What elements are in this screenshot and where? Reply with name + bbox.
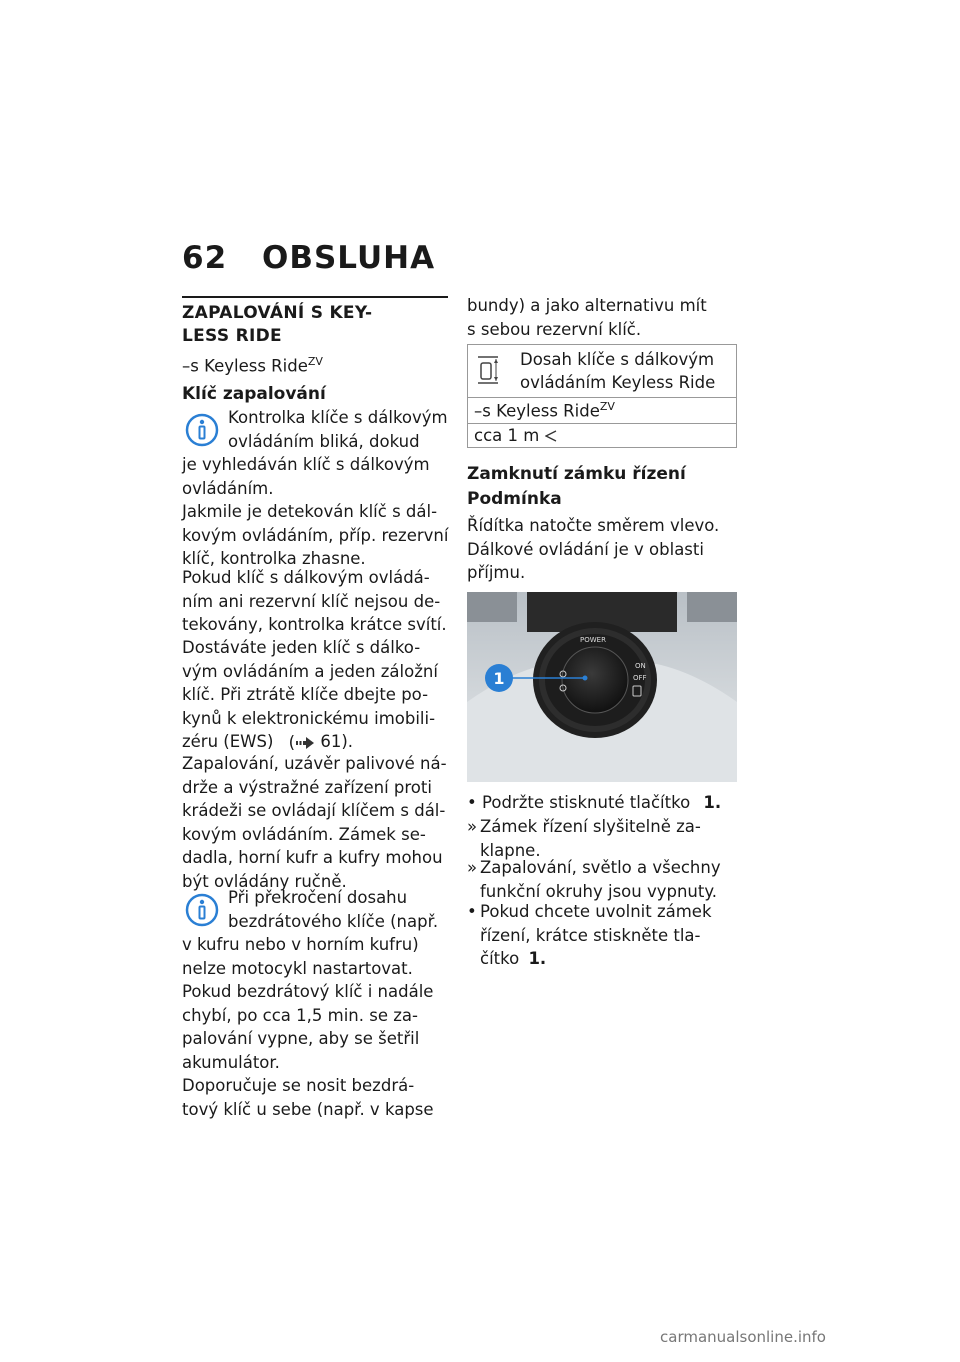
paragraph-4: Zapalování, uzávěr palivové ná- drže a výstražné zařízení proti krádeži se ovládají klíčem s dál- kovým ovládáním. Zámek se- dadla, horní kufr a kufry mohou být ovládány ručně. xyxy=(182,754,447,891)
subheading-ignition-key: Klíč zapalování xyxy=(182,384,326,404)
chapter-title: OBSLUHA xyxy=(262,240,436,276)
key-range-icon xyxy=(474,351,502,391)
condition-text: Řídítka natočte směrem vlevo. Dálkové ovládání je v oblasti příjmu. xyxy=(467,516,720,582)
table-row xyxy=(468,345,737,398)
range-table-header: Dosah klíče s dálkovým ovládáním Keyless Ride xyxy=(514,345,737,398)
paragraph-2: Pokud klíč s dálkovým ovládá- ním ani rezervní klíč nejsou de- tekovány, kontrolka krátce svítí. xyxy=(182,568,447,634)
info-icon xyxy=(184,892,224,928)
info-icon xyxy=(184,412,224,448)
variant-note: –s Keyless Ride$^{ZV}$ xyxy=(182,355,323,376)
paragraph-continued: bundy) a jako alternativu mít s sebou rezervní klíč. xyxy=(467,296,707,339)
step-item: • Pokud chcete uvolnit zámek řízení, krátce stiskněte tla- čítko 1. xyxy=(467,902,712,968)
ignition-switch-photo xyxy=(467,592,737,782)
step-result: » Zámek řízení slyšitelně za- klapne. xyxy=(467,817,701,860)
info2-continuation: v kufru nebo v horním kufru) nelze motocykl nastartovat. Pokud bezdrátový klíč i nadále chybí, po cca 1,5 min. se za- palování vypne, aby se šetřil akumulátor. xyxy=(182,935,434,1072)
paragraph-5: Doporučuje se nosit bezdrá- tový klíč u sebe (např. v kapse xyxy=(182,1076,434,1119)
footer-watermark[interactable]: carmanualsonline.info xyxy=(660,1328,826,1346)
reference-arrow-icon: ( xyxy=(289,731,315,755)
paragraph-3: Dostáváte jeden klíč s dálko- vým ovládáním a jeden záložní klíč. Při ztrátě klíče dbejte po- kynů k elektronickému imobili- zéru (EWS) ( 61). xyxy=(182,636,438,754)
info2-text: Při překročení dosahu bezdrátového klíče (např. xyxy=(228,888,439,931)
range-table-variant: –s Keyless Ride$^{ZV}$ xyxy=(468,398,737,424)
table-row xyxy=(468,398,737,424)
power-label: POWER xyxy=(580,636,606,644)
info1-text: Kontrolka klíče s dálkovým ovládáním bliká, dokud xyxy=(228,408,448,451)
on-label: ON xyxy=(635,662,646,670)
info1-continuation: je vyhledáván klíč s dálkovým ovládáním. xyxy=(182,455,430,498)
section-title: ZAPALOVÁNÍ S KEY- LESS RIDE xyxy=(182,303,373,346)
paragraph-1: Jakmile je detekován klíč s dál- kovým ovládáním, příp. rezervní klíč, kontrolka zhasne. xyxy=(182,502,449,568)
less-or-equal-icon xyxy=(545,430,557,442)
table-row xyxy=(468,423,737,447)
off-label: OFF xyxy=(633,674,647,682)
photo-callout-1: 1 xyxy=(493,669,505,688)
range-table-value: cca 1 m xyxy=(468,423,737,447)
step-item: • Podržte stisknuté tlačítko 1. xyxy=(467,793,722,812)
reference-page[interactable]: 61). xyxy=(320,732,354,751)
subheading-steering-lock: Zamknutí zámku řízení xyxy=(467,464,686,484)
section-rule xyxy=(182,296,448,298)
step-result: » Zapalování, světlo a všechny funkční okruhy jsou vypnuty. xyxy=(467,858,721,901)
page-number: 62 xyxy=(182,240,228,276)
range-icon-cell xyxy=(468,345,515,398)
range-table xyxy=(467,344,737,448)
subheading-condition: Podmínka xyxy=(467,489,562,509)
